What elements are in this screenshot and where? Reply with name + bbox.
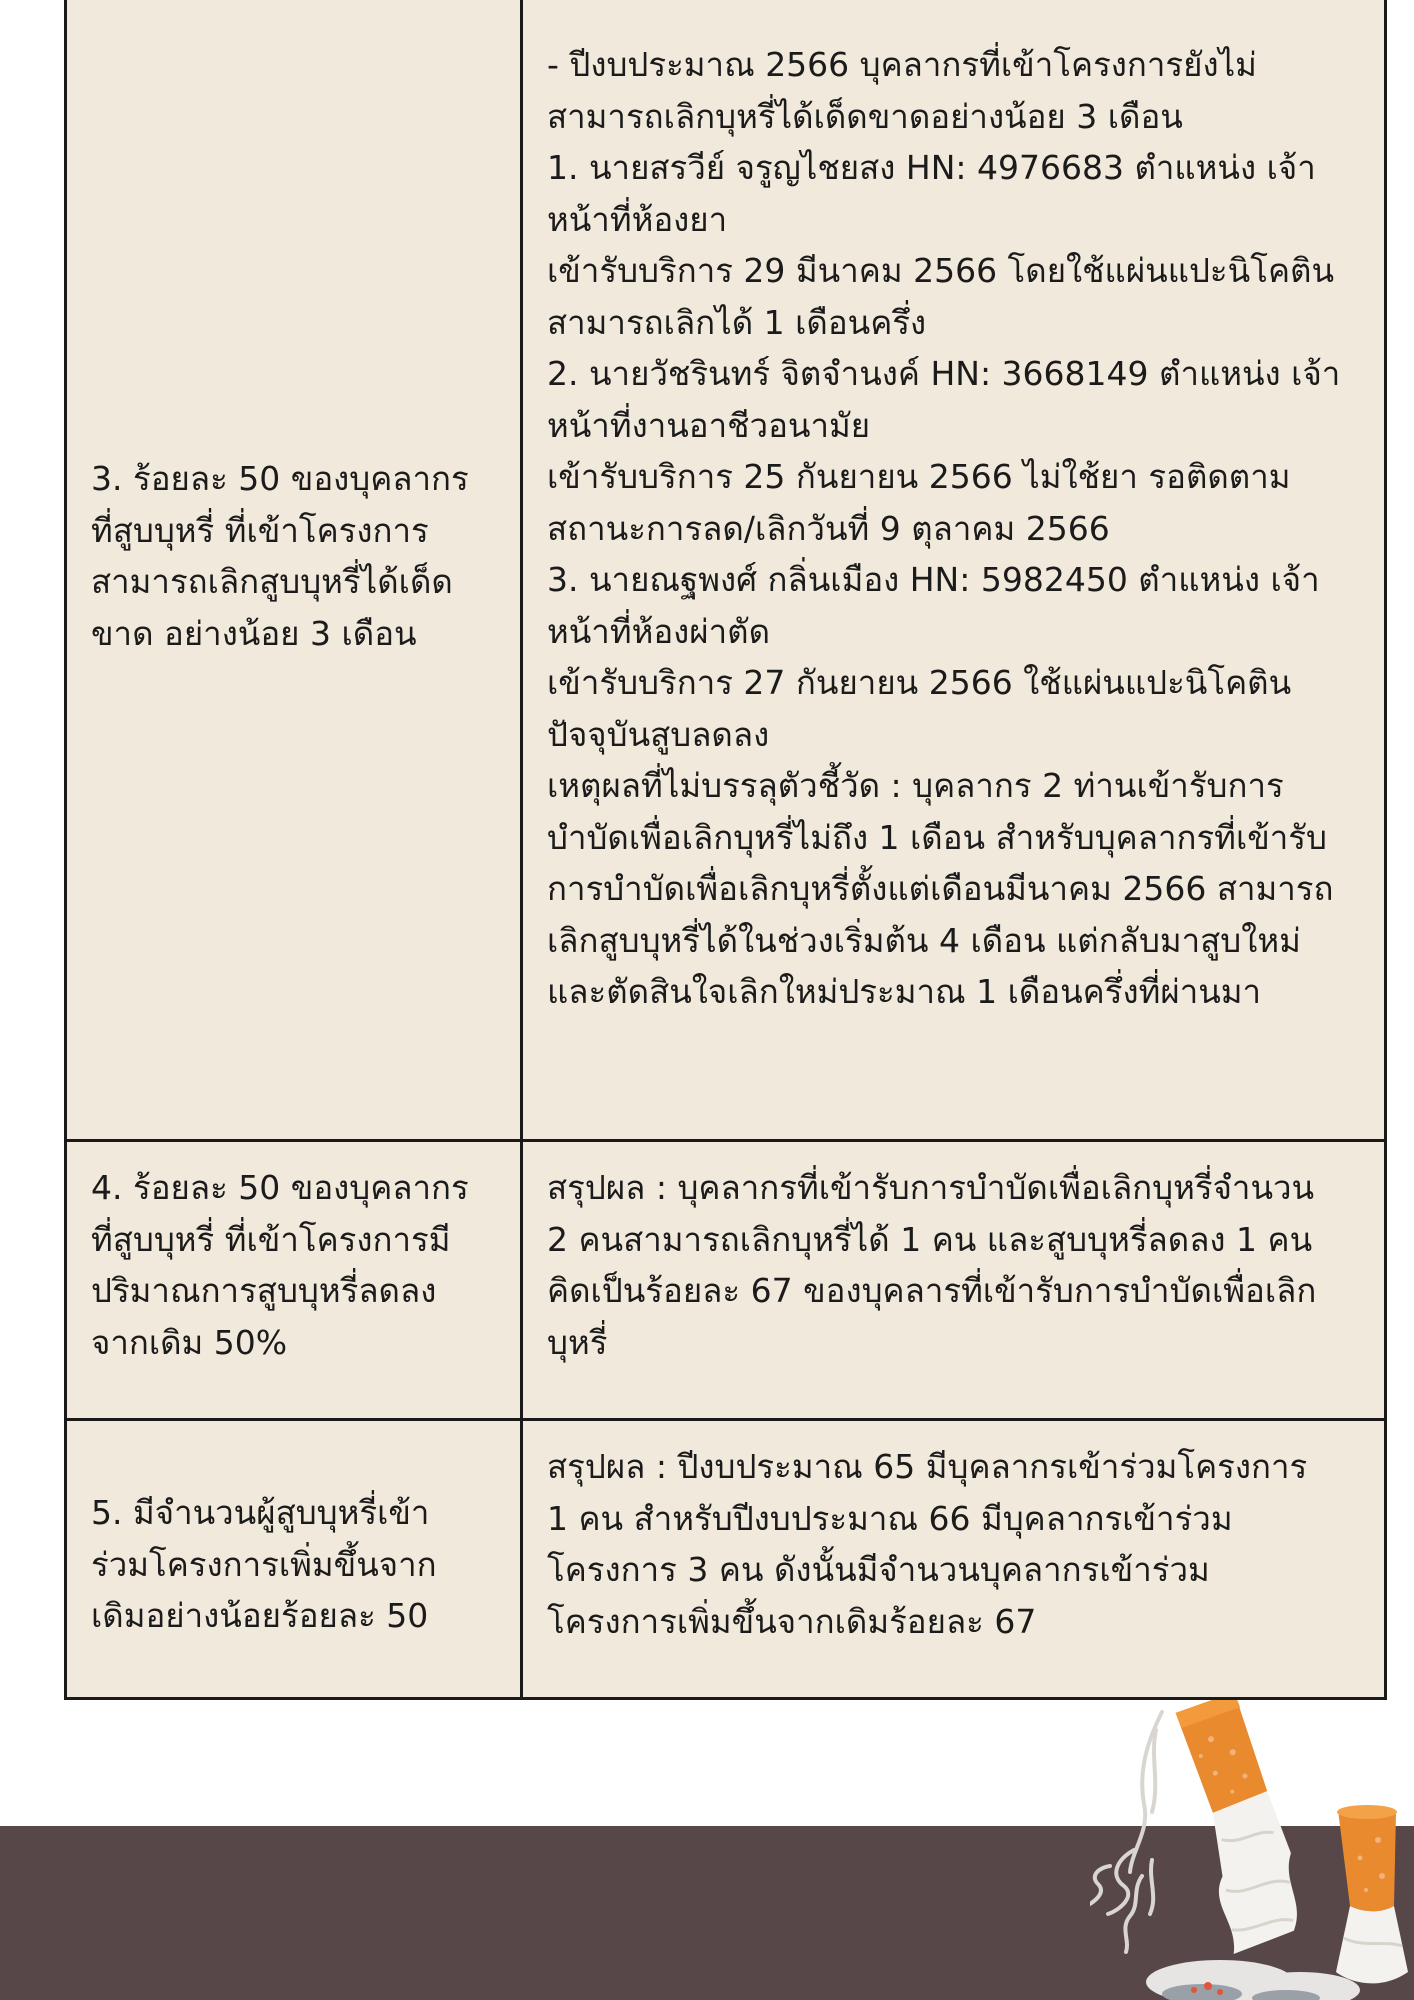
result-cell <box>522 1420 1386 1699</box>
indicator-cell <box>66 0 522 1141</box>
result-line: สรุปผล : ปีงบประมาณ 65 มีบุคลากรเข้าร่วมโครงการ <box>547 1447 1308 1486</box>
result-line: 2. นายวัชรินทร์ จิตจำนงค์ HN: 3668149 ตำแหน่ง เจ้า <box>547 354 1341 393</box>
result-line: บำบัดเพื่อเลิกบุหรี่ไม่ถึง 1 เดือน สำหรับบุคลากรที่เข้ารับ <box>547 817 1327 857</box>
result-text <box>523 0 1384 1018</box>
result-line: เข้ารับบริการ 25 กันยายน 2566 ไม่ใช้ยา รอติดตาม <box>547 457 1291 496</box>
result-line: หน้าที่งานอาชีวอนามัย <box>547 405 871 445</box>
result-line: หน้าที่ห้องผ่าตัด <box>547 611 771 651</box>
indicator-cell <box>66 1141 522 1420</box>
indicator-text: 3. ร้อยละ 50 ของบุคลากร ที่สูบบุหรี่ ที่เข้าโครงการ สามารถเลิกสูบบุหรี่ได้เด็ด ขาด อย่างน้อย 3 เดือน <box>91 459 469 653</box>
result-cell <box>522 1141 1386 1420</box>
result-line: ปัจจุบันสูบลดลง <box>547 714 770 754</box>
result-line: เหตุผลที่ไม่บรรลุตัวชี้วัด : บุคลากร 2 ท่านเข้ารับการ <box>547 766 1284 805</box>
indicator-text: 5. มีจำนวนผู้สูบบุหรี่เข้า ร่วมโครงการเพิ่มขึ้นจาก เดิมอย่างน้อยร้อยละ 50 <box>91 1493 437 1635</box>
result-line: 3. นายณฐพงศ์ กลิ่นเมือง HN: 5982450 ตำแหน่ง เจ้า <box>547 560 1320 599</box>
table-row <box>66 0 1386 1141</box>
result-line: เข้ารับบริการ 29 มีนาคม 2566 โดยใช้แผ่นแปะนิโคติน <box>547 251 1335 290</box>
result-line: บุหรี่ <box>547 1322 608 1362</box>
result-line: สามารถเลิกบุหรี่ได้เด็ดขาดอย่างน้อย 3 เดือน <box>547 96 1183 136</box>
result-line: สามารถเลิกได้ 1 เดือนครึ่ง <box>547 302 927 342</box>
result-line: คิดเป็นร้อยละ 67 ของบุคลารที่เข้ารับการบำบัดเพื่อเลิก <box>547 1271 1317 1310</box>
result-line: หน้าที่ห้องยา <box>547 199 728 239</box>
result-line: 2 คนสามารถเลิกบุหรี่ได้ 1 คน และสูบบุหรี่ลดลง 1 คน <box>547 1219 1313 1259</box>
result-line: และตัดสินใจเลิกใหม่ประมาณ 1 เดือนครึ่งที่ผ่านมา <box>547 972 1262 1011</box>
result-line: โครงการเพิ่มขึ้นจากเดิมร้อยละ 67 <box>547 1601 1037 1641</box>
result-text <box>523 1421 1384 1647</box>
result-line: 1 คน สำหรับปีงบประมาณ 66 มีบุคลากรเข้าร่วม <box>547 1498 1233 1538</box>
result-line: สรุปผล : บุคลากรที่เข้ารับการบำบัดเพื่อเลิกบุหรี่จำนวน <box>547 1168 1315 1207</box>
indicator-results-table <box>64 0 1387 1700</box>
table-row <box>66 1420 1386 1699</box>
result-line: เลิกสูบบุหรี่ได้ในช่วงเริ่มต้น 4 เดือน แต่กลับมาสูบใหม่ <box>547 920 1301 960</box>
result-cell <box>522 0 1386 1141</box>
cigarette-butts-icon <box>1090 1700 1414 2000</box>
result-text <box>523 1142 1384 1368</box>
result-line: การบำบัดเพื่อเลิกบุหรี่ตั้งแต่เดือนมีนาคม 2566 สามารถ <box>547 869 1334 908</box>
indicator-text: 4. ร้อยละ 50 ของบุคลากร ที่สูบบุหรี่ ที่เข้าโครงการมี ปริมาณการสูบบุหรี่ลดลง จากเดิม 50% <box>91 1168 469 1362</box>
table-row <box>66 1141 1386 1420</box>
indicator-cell <box>66 1420 522 1699</box>
result-line: โครงการ 3 คน ดังนั้นมีจำนวนบุคลากรเข้าร่วม <box>547 1550 1210 1589</box>
result-line: - ปีงบประมาณ 2566 บุคลากรที่เข้าโครงการยังไม่ <box>547 45 1257 84</box>
result-line: สถานะการลด/เลิกวันที่ 9 ตุลาคม 2566 <box>547 508 1110 548</box>
result-line: 1. นายสรวีย์ จรูญไชยสง HN: 4976683 ตำแหน่ง เจ้า <box>547 148 1316 187</box>
result-line: เข้ารับบริการ 27 กันยายน 2566 ใช้แผ่นแปะนิโคติน <box>547 663 1292 702</box>
